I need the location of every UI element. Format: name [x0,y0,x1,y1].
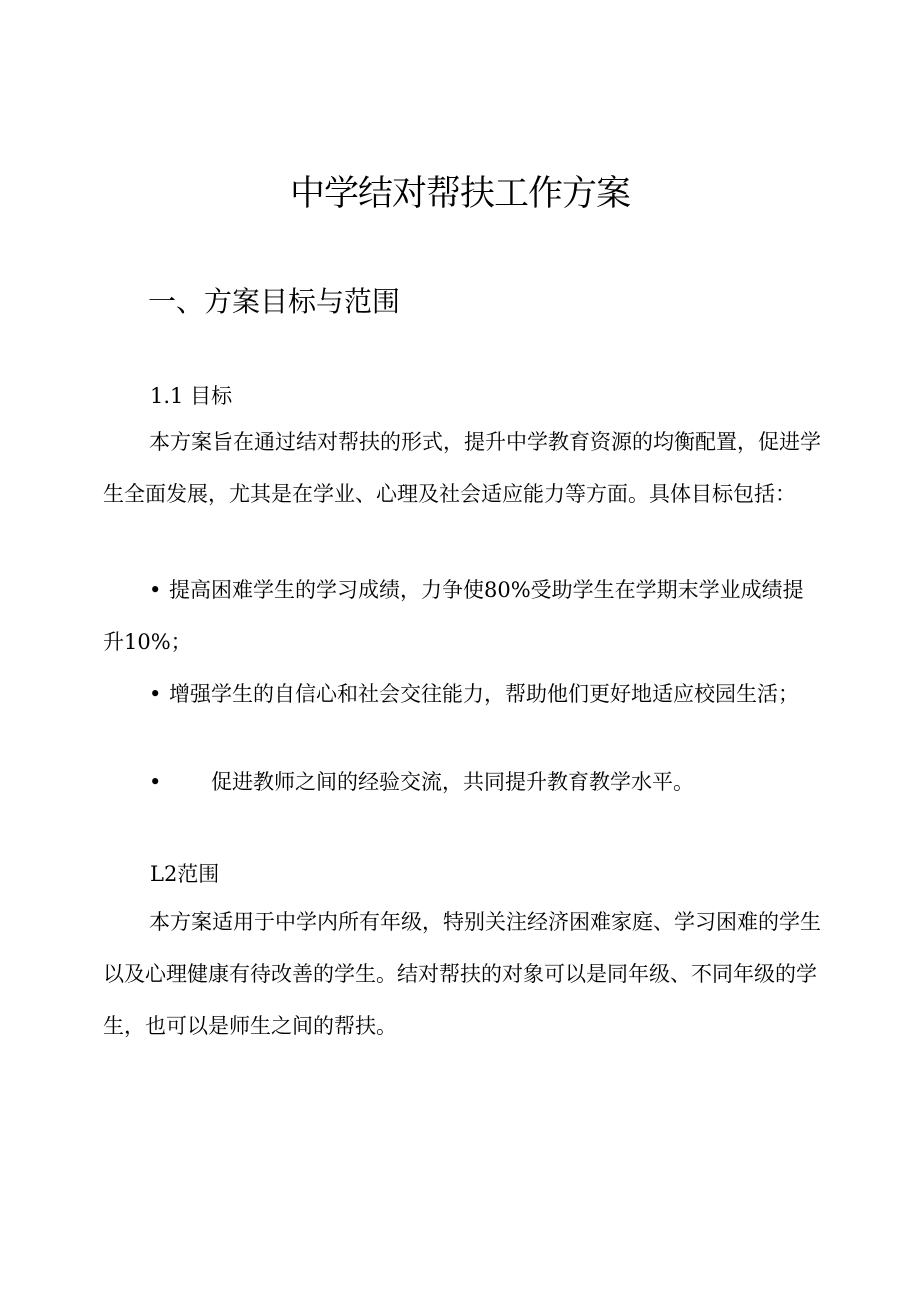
subsection-heading-scope: L2范围 [150,862,220,886]
bullet-text: 促进教师之间的经验交流，共同提升教育教学水平。 [211,770,694,794]
bullet-text: 提高困难学生的学习成绩，力争使80%受助学生在学期末学业成绩提升10%； [103,578,804,654]
bullet-text: 增强学生的自信心和社会交往能力，帮助他们更好地适应校园生活； [169,682,799,706]
goals-intro-paragraph: 本方案旨在通过结对帮扶的形式，提升中学教育资源的均衡配置，促进学生全面发展，尤其是在学业、心理及社会适应能力等方面。具体目标包括： [103,430,821,506]
bullet-marker: • [149,682,162,706]
scope-paragraph: 本方案适用于中学内所有年级，特别关注经济困难家庭、学习困难的学生以及心理健康有待改善的学生。结对帮扶的对象可以是同年级、不同年级的学生，也可以是师生之间的帮扶。 [103,910,821,1038]
document-title: 中学结对帮扶工作方案 [289,174,630,214]
goal-bullet-item [103,564,823,668]
bullet-marker: • [149,770,162,794]
subsection-heading-goals: 1.1 目标 [150,384,233,408]
goal-bullet-item [103,756,823,808]
section-heading: 一、方案目标与范围 [148,285,401,318]
bullet-marker: • [149,578,162,602]
goal-bullet-item [103,668,823,720]
